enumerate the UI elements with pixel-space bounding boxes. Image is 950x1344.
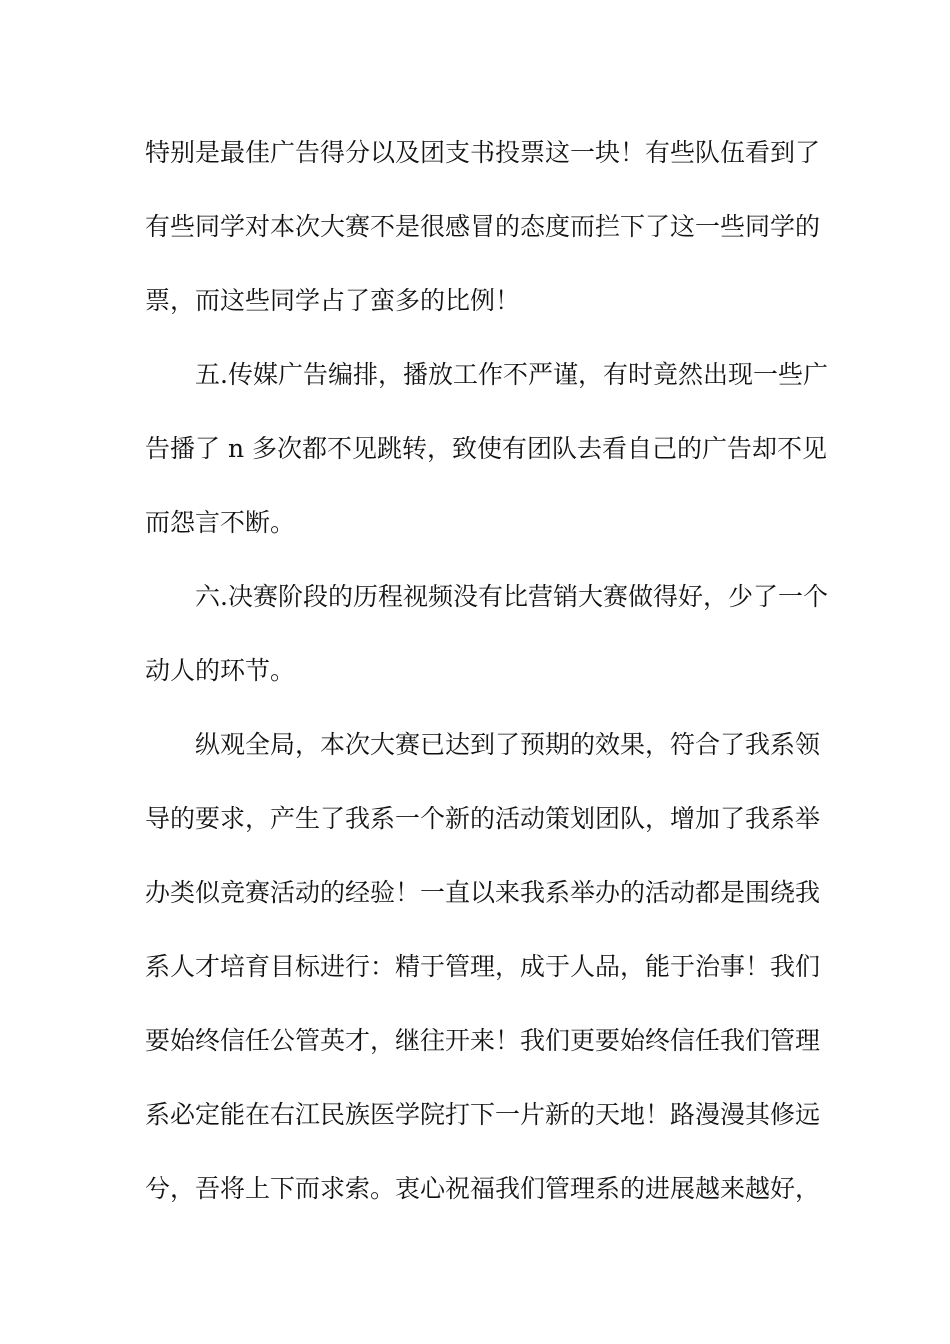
text-line: 动人的环节。: [145, 656, 296, 685]
paragraph-start-line: 五.传媒广告编排，播放工作不严谨，有时竟然出现一些广: [195, 360, 828, 389]
text-line: 票，而这些同学占了蛮多的比例！: [145, 286, 521, 315]
text-line: 系人才培育目标进行：精于管理，成于人品，能于治事！我们: [145, 952, 821, 981]
text-line: 特别是最佳广告得分以及团支书投票这一块！有些队伍看到了: [145, 138, 821, 167]
paragraph-start-line: 纵观全局，本次大赛已达到了预期的效果，符合了我系领: [195, 730, 821, 759]
text-line: 办类似竞赛活动的经验！一直以来我系举办的活动都是围绕我: [145, 878, 821, 907]
text-line: 兮，吾将上下而求索。衷心祝福我们管理系的进展越来越好，: [145, 1174, 821, 1203]
paragraph-start-line: 六.决赛阶段的历程视频没有比营销大赛做得好，少了一个: [195, 582, 828, 611]
text-line: 有些同学对本次大赛不是很感冒的态度而拦下了这一些同学的: [145, 212, 821, 241]
text-line: 系必定能在右江民族医学院打下一片新的天地！路漫漫其修远: [145, 1100, 821, 1129]
text-line: 而怨言不断。: [145, 508, 296, 537]
text-line: 导的要求，产生了我系一个新的活动策划团队，增加了我系举: [145, 804, 821, 833]
text-line: 要始终信任公管英才，继往开来！我们更要始终信任我们管理: [145, 1026, 821, 1055]
text-line: 告播了 n 多次都不见跳转，致使有团队去看自己的广告却不见: [145, 434, 827, 463]
